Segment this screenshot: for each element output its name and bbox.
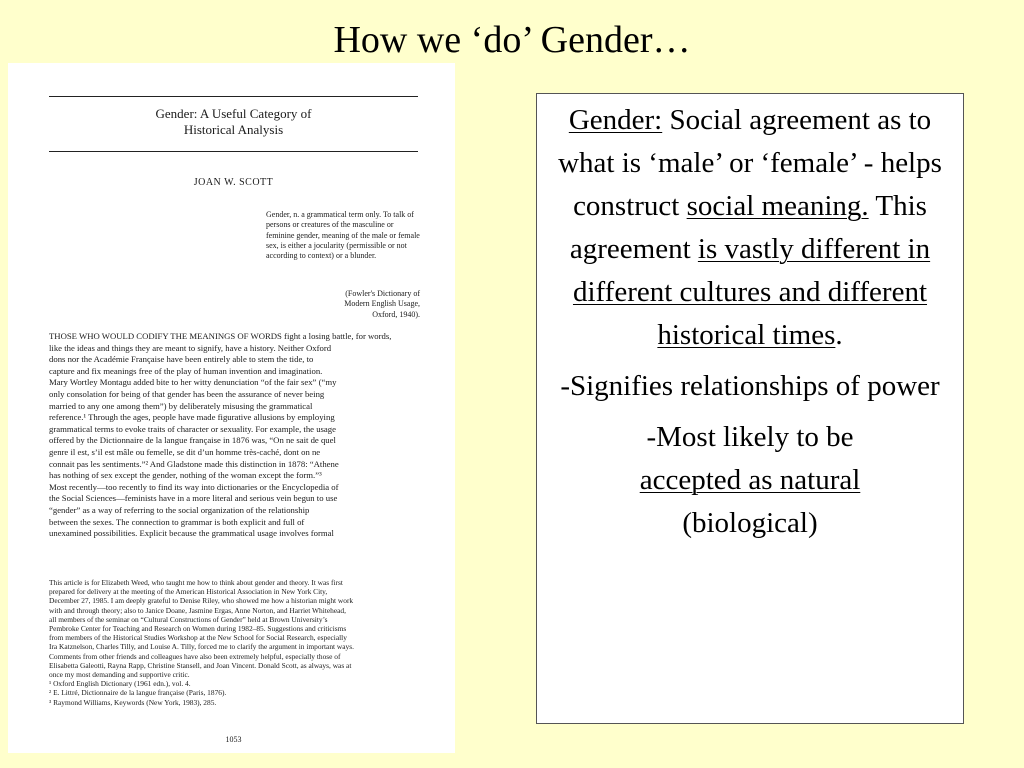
footnote-line: all members of the seminar on “Cultural Constructions of Gender” held at Brown University’s bbox=[49, 614, 328, 624]
body-line: THOSE WHO WOULD CODIFY THE MEANINGS OF WORDS fight a losing battle, for words, bbox=[49, 331, 392, 341]
footnote-line: Comments from other friends and colleagues have also been extremely helpful, especially those of bbox=[49, 651, 341, 661]
footnote-line: ¹ Oxford English Dictionary (1961 edn.), vol. 4. bbox=[49, 679, 191, 689]
point-power: -Signifies relationships of power bbox=[560, 370, 940, 402]
slide-title: How we ‘do’ Gender… bbox=[333, 19, 691, 61]
body-line: genre il est, s’il est mâle ou femelle, se dit d’un homme très-caché, dont on ne bbox=[49, 446, 321, 457]
body-line: the Social Sciences—feminists have in a more literal and serious vein begun to use bbox=[49, 493, 338, 504]
paper-body bbox=[49, 331, 420, 540]
title-rule bbox=[49, 151, 418, 152]
footnote-line: once my most demanding and supportive critic. bbox=[49, 670, 190, 680]
body-line: reference.¹ Through the ages, people have made figurative allusions by employing bbox=[49, 412, 335, 423]
body-line: dons nor the Académie Française have been entirely able to stem the tide, to bbox=[49, 354, 314, 365]
paper-title bbox=[49, 106, 418, 138]
definition-text: This agreement bbox=[569, 190, 927, 265]
paper-author: JOAN W. SCOTT bbox=[193, 177, 274, 188]
footnote-line: from members of the Historical Studies Workshop at the New School for Social Research, especially bbox=[49, 633, 347, 643]
point-natural bbox=[547, 416, 953, 545]
body-line: capture and fix meanings free of the play of human invention and imagination. bbox=[49, 365, 323, 376]
point-natural-line3: (biological) bbox=[682, 507, 818, 539]
paper-page-image bbox=[8, 63, 455, 753]
definition-text: . bbox=[835, 319, 843, 351]
body-line: connait pas les sentiments.”² And Gladstone made this distinction in 1878: “Athene bbox=[49, 458, 339, 469]
point-natural-line1: -Most likely to be bbox=[646, 421, 854, 453]
paper-title-line2: Historical Analysis bbox=[183, 122, 284, 137]
body-line: unexamined possibilities. Explicit because the grammatical usage involves formal bbox=[49, 528, 334, 539]
footnote-line: This article is for Elizabeth Weed, who taught me how to think about gender and theory. It was first bbox=[49, 578, 343, 587]
paper-title-line1: Gender: A Useful Category of bbox=[155, 106, 312, 121]
epigraph-source-line1: (Fowler's Dictionary of bbox=[345, 289, 420, 298]
footnote-line: December 27, 1985. I am deeply grateful to Denise Riley, who showed me how a historian might work bbox=[49, 596, 354, 606]
top-rule bbox=[49, 96, 418, 97]
footnote-line: Pembroke Center for Teaching and Research on Women during 1982–85. Suggestions and criticisms bbox=[49, 624, 347, 634]
body-line: grammatical terms to evoke traits of character or sexuality. For example, the usage bbox=[49, 423, 336, 434]
footnote-line: prepared for delivery at the meeting of the American Historical Association in New York City, bbox=[49, 587, 328, 597]
body-line: “gender” as a way of referring to the social organization of the relationship bbox=[49, 504, 310, 515]
footnote-line: with and through theory; also to Janice Doane, Jasmine Ergas, Anne Norton, and Harriet Whitehead, bbox=[49, 605, 346, 615]
definition-paragraph bbox=[547, 99, 953, 357]
footnote-line: ³ Raymond Williams, Keywords (New York, 1983), 285. bbox=[49, 697, 217, 707]
body-line: offered by the Dictionnaire de la langue française in 1876 was, “On ne sait de quel bbox=[49, 435, 336, 446]
body-line: Mary Wortley Montagu added bite to her witty denunciation “of the fair sex” (“my bbox=[49, 377, 337, 388]
epigraph-source-line2: Modern English Usage, bbox=[344, 299, 420, 309]
footnote-line: Elisabetta Galeotti, Rayna Rapp, Christine Stansell, and Joan Vincent. Donald Scott, as always, was at bbox=[49, 660, 352, 670]
definition-text: Social agreement as to what is ‘male’ or ‘female’ - helps construct bbox=[558, 104, 942, 222]
epigraph-source bbox=[266, 289, 420, 320]
cultural-difference-phrase: is vastly different in different cultures and different historical times bbox=[572, 233, 931, 351]
body-line: only consolation for being of that gender has been the assurance of never being bbox=[49, 388, 325, 399]
definition-box bbox=[536, 93, 964, 724]
body-line: has nothing of sex except the gender, nothing of the woman except the form.”³ bbox=[49, 470, 322, 481]
footnote-line: Ira Katznelson, Charles Tilly, and Louise A. Tilly, forced me to clarify the argument in important ways. bbox=[49, 642, 354, 652]
body-line: married to any one among them”) by deliberately misusing the grammatical bbox=[49, 400, 313, 411]
epigraph-source-line3: Oxford, 1940). bbox=[372, 309, 420, 319]
epigraph: Gender, n. a grammatical term only. To talk of persons or creatures of the masculine or feminine gender, meaning of the male or female sex, is either a jocularity (permissible or not according to context) or a blunder. bbox=[266, 210, 420, 261]
body-line: like the ideas and things they are meant to signify, have a history. Neither Oxford bbox=[49, 342, 332, 353]
body-line: between the sexes. The connection to grammar is both explicit and full of bbox=[49, 516, 305, 527]
paper-footnotes bbox=[49, 578, 420, 707]
footnote-line: ² E. Littré, Dictionnaire de la langue française (Paris, 1876). bbox=[49, 688, 227, 698]
body-line: Most recently—too recently to find its way into dictionaries or the Encyclopedia of bbox=[49, 481, 339, 492]
accepted-as-natural-phrase: accepted as natural bbox=[639, 464, 861, 496]
page-number: 1053 bbox=[225, 735, 242, 744]
social-meaning-phrase: social meaning. bbox=[686, 190, 869, 222]
definition-term: Gender: bbox=[568, 104, 663, 136]
